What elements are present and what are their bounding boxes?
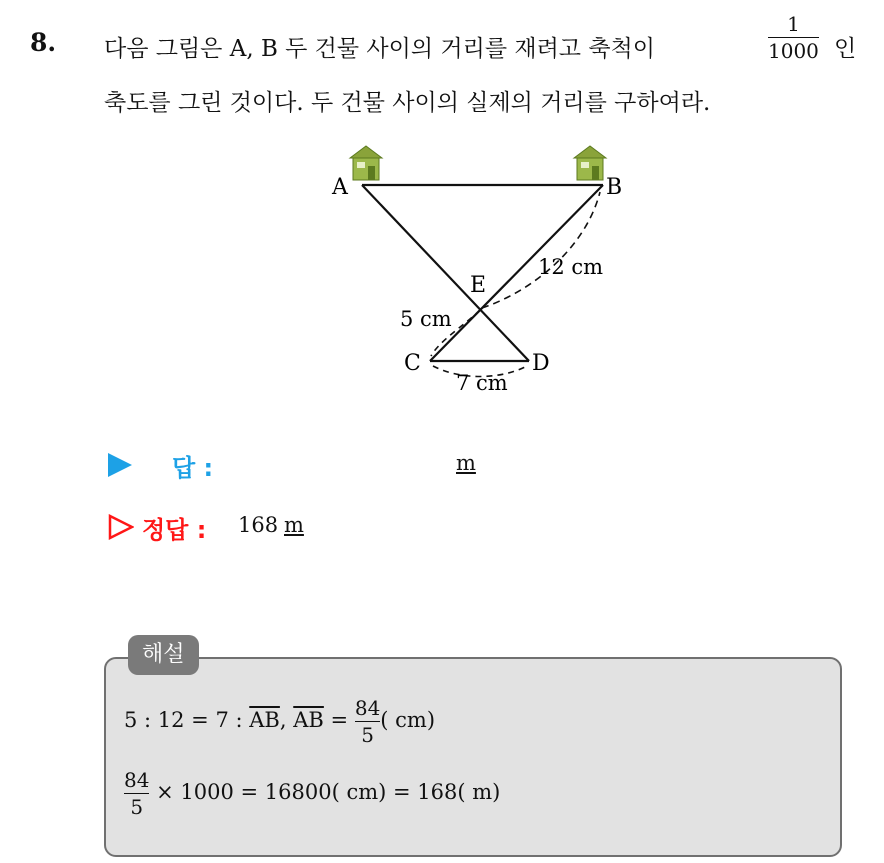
answer-unit: m bbox=[456, 451, 476, 475]
fraction-bar bbox=[124, 793, 149, 794]
correct-answer-value: 168 bbox=[238, 513, 279, 537]
length-eb: 12 cm bbox=[538, 255, 604, 279]
label-b: B bbox=[606, 175, 623, 200]
length-cd: 7 cm bbox=[456, 371, 508, 395]
explanation-line1 bbox=[124, 698, 435, 745]
answer-label: 답 : bbox=[172, 454, 214, 482]
result-fraction bbox=[355, 698, 380, 745]
fraction-numerator: 84 bbox=[124, 768, 150, 792]
correct-answer-row bbox=[108, 510, 608, 544]
correct-answer-label: 정답 : bbox=[142, 516, 207, 544]
question-text-line1: 다음 그림은 A, B 두 건물 사이의 거리를 재려고 축척이 bbox=[104, 36, 655, 62]
scale-drawing-figure bbox=[300, 140, 640, 400]
fraction-numerator: 84 bbox=[354, 696, 381, 720]
explanation-line2 bbox=[124, 770, 500, 817]
correct-answer-unit: m bbox=[284, 513, 304, 537]
play-triangle-icon bbox=[108, 453, 132, 477]
segment-ab-symbol: $\overline{AB}$ bbox=[293, 708, 324, 732]
segment-ad bbox=[362, 185, 529, 361]
building-a-icon bbox=[350, 146, 382, 180]
segment-ab-symbol: $\overline{AB}$ bbox=[249, 708, 280, 732]
explanation-box bbox=[104, 657, 842, 857]
label-c: C bbox=[404, 351, 421, 376]
question-text-line1-end: 인 bbox=[834, 36, 857, 62]
explanation-tab: 해설 bbox=[128, 635, 199, 675]
outline-triangle-icon bbox=[108, 514, 134, 540]
building-b-icon bbox=[574, 146, 606, 180]
result-fraction bbox=[124, 770, 149, 817]
length-ce: 5 cm bbox=[400, 307, 452, 331]
question-number: 8. bbox=[30, 28, 57, 57]
label-d: D bbox=[532, 351, 550, 376]
fraction-denominator: 5 bbox=[361, 723, 374, 747]
fraction-denominator: 5 bbox=[130, 795, 144, 819]
answer-row bbox=[108, 448, 608, 482]
scale-fraction bbox=[768, 14, 819, 61]
comma: , bbox=[279, 708, 287, 732]
scale-denominator: 1000 bbox=[768, 39, 819, 63]
ratio-expression: 5 : 12 = 7 : bbox=[124, 708, 243, 732]
label-a: A bbox=[332, 175, 348, 200]
unit-cm: ( cm) bbox=[380, 708, 436, 732]
fraction-bar bbox=[355, 721, 380, 722]
conversion-expression: × 1000 = 16800( cm) = 168( m) bbox=[156, 780, 501, 804]
equals-sign: = bbox=[330, 708, 349, 732]
question-text-line2: 축도를 그린 것이다. 두 건물 사이의 실제의 거리를 구하여라. bbox=[104, 90, 711, 116]
scale-numerator: 1 bbox=[787, 12, 800, 36]
label-e: E bbox=[470, 273, 487, 298]
